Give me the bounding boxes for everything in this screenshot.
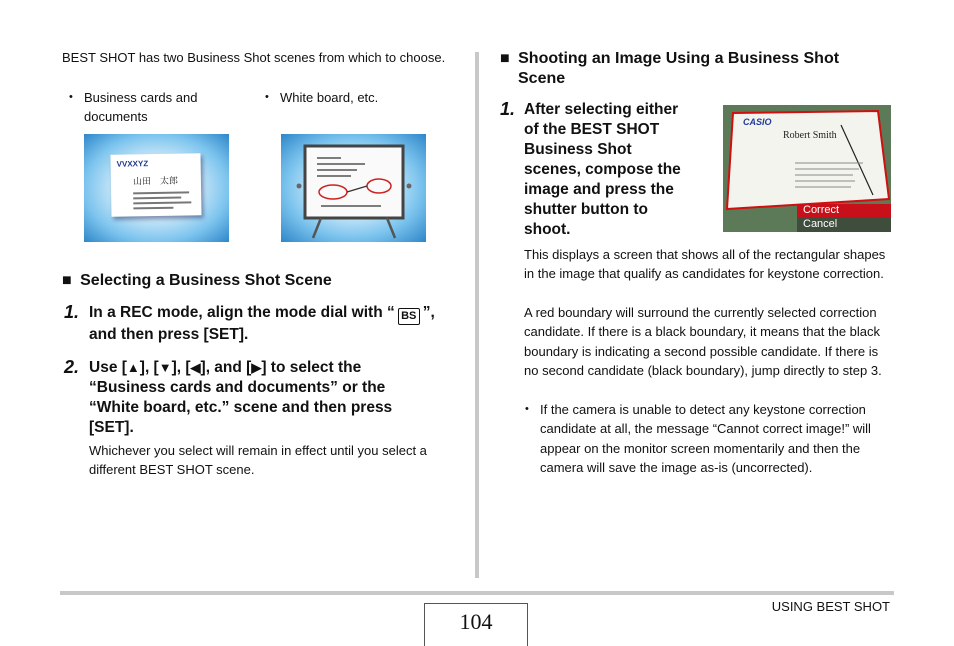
step-1-text-a: In a REC mode, align the mode dial with “ [89,304,395,321]
card-name-mark: VVXXYZ [116,159,149,169]
paragraph-candidates: This displays a screen that shows all of the rectangular shapes in the image that qualify as candidates for keystone correction. [524,247,886,282]
page-number: 104 [424,603,528,646]
shoot-step-line: After selecting either [524,101,679,118]
right-arrow-icon: ▶ [251,360,262,375]
step-1-text-c: and then press [SET]. [89,326,249,343]
step-2-note: Whichever you select will remain in effect until you select a different BEST SHOT scene. [89,443,427,478]
bullet-business-cards: • Business cards and documents [84,88,224,127]
menu-correct[interactable]: Correct [797,204,891,217]
step-2-line-4: [SET]. [89,419,134,436]
step-number: 1. [64,302,80,322]
section-title: Selecting a Business Shot Scene [80,272,332,289]
footer-divider [60,591,894,595]
section-title-line-1: Shooting an Image Using a Business Shot [518,50,840,67]
down-arrow-icon: ▼ [158,360,172,375]
intro-text: BEST SHOT has two Business Shot scenes from which to choose. [62,50,446,65]
card-name: 山田 太郎 [132,175,179,187]
card-person-name: Robert Smith [783,130,837,141]
shoot-step-text [524,100,714,240]
shoot-step-line: shoot. [524,221,571,238]
paragraph-boundaries: A red boundary will surround the currently selected correction candidate. If there is a black boundary, it means that the black boundary is indicating a second possible candidate. If there is no second candidate (black boundary), jump directly to step 3. [524,305,882,379]
bs-mode-icon: BS [398,308,420,325]
shoot-step-line: scenes, compose the [524,161,681,178]
step-2-text [89,358,469,438]
shoot-step-line: image and press the [524,181,674,198]
up-arrow-icon: ▲ [126,360,140,375]
business-card [110,153,201,217]
column-divider [475,52,479,578]
step-2-end: ] to select the [261,359,362,376]
whiteboard-drawing [281,134,426,242]
footer-section-label: USING BEST SHOT [771,599,890,614]
section-marker: ■ [500,50,510,67]
step-2-sep: ], [ [139,359,159,376]
step-1-text-b: ”, [422,304,435,321]
left-arrow-icon: ◀ [190,360,201,375]
step-1-text [89,303,469,345]
shoot-step-line: shutter button to [524,201,648,218]
step-number: 1. [500,99,516,119]
step-2-line-3: “White board, etc.” scene and then press [89,399,393,416]
bullet-white-board: • White board, etc. [280,88,440,107]
shoot-step-line: Business Shot [524,141,632,158]
step-2-sep: ], [ [171,359,191,376]
step-2-line-2: “Business cards and documents” or the [89,379,386,396]
shoot-step-line: of the BEST SHOT [524,121,660,138]
whiteboard-image [281,134,426,242]
camera-monitor-image [723,105,891,232]
casio-logo: CASIO [743,117,772,127]
step-2-sep: ], and [ [200,359,252,376]
business-card-image [84,134,229,242]
step-2-use: Use [ [89,359,127,376]
section-marker: ■ [62,272,72,289]
menu-cancel[interactable]: Cancel [797,217,891,232]
section-heading-select [62,271,332,291]
section-title-line-2: Scene [518,70,566,87]
step-number: 2. [64,357,80,377]
bullet-cannot-correct: • If the camera is unable to detect any keystone correction candidate at all, the message “Cannot correct image!” will appear on the monitor screen momentarily and then the camera will save the image as-is (uncorrected). [540,400,894,478]
section-heading-shoot [500,49,900,89]
